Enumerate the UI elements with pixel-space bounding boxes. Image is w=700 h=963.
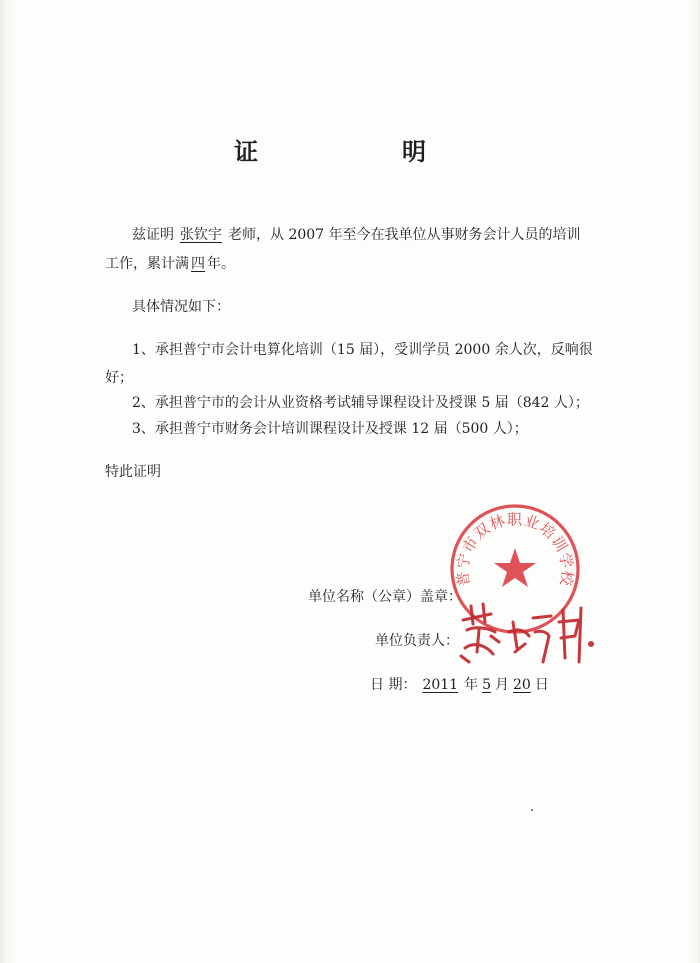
date-label: 日 期：	[370, 677, 417, 693]
date-month-unit: 月	[495, 677, 510, 693]
intro-line2-suffix: 年。	[207, 256, 235, 272]
item-1-line-2: 好；	[105, 370, 133, 386]
item-1-line-1: 1、承担普宁市会计电算化培训（15 届），受训学员 2000 余人次，反响很	[132, 342, 593, 358]
date-year-unit: 年	[464, 677, 479, 693]
document-title: 证 明	[234, 137, 486, 166]
details-heading: 具体情况如下：	[132, 299, 230, 315]
star-icon	[494, 548, 536, 587]
date-row	[370, 674, 549, 694]
handwritten-signature	[455, 592, 605, 670]
date-month: 5	[482, 677, 492, 693]
intro-line2-prefix: 工作，累计满	[105, 256, 189, 272]
seal-text: 普宁市双林职业培训学校	[453, 510, 577, 588]
intro-prefix: 兹证明	[132, 227, 174, 243]
teacher-name: 张钦宇	[180, 227, 222, 243]
date-day-unit: 日	[534, 677, 549, 693]
intro-line-1	[132, 224, 581, 244]
years-count: 四	[191, 256, 205, 272]
item-3: 3、承担普宁市财务会计培训课程设计及授课 12 届（500 人）；	[132, 421, 528, 437]
unit-name-label: 单位名称（公章）盖章：	[308, 589, 462, 605]
closing-text: 特此证明	[105, 464, 161, 480]
date-day: 20	[513, 677, 531, 693]
intro-middle: 老师，从 2007 年至今在我单位从事财务会计人员的培训	[228, 227, 581, 243]
date-year: 2011	[422, 677, 459, 693]
unit-head-label: 单位负责人：	[375, 633, 459, 649]
item-2: 2、承担普宁市的会计从业资格考试辅导课程设计及授课 5 届（842 人）；	[132, 395, 589, 411]
intro-line-2	[105, 253, 235, 273]
scan-speck	[531, 809, 533, 811]
